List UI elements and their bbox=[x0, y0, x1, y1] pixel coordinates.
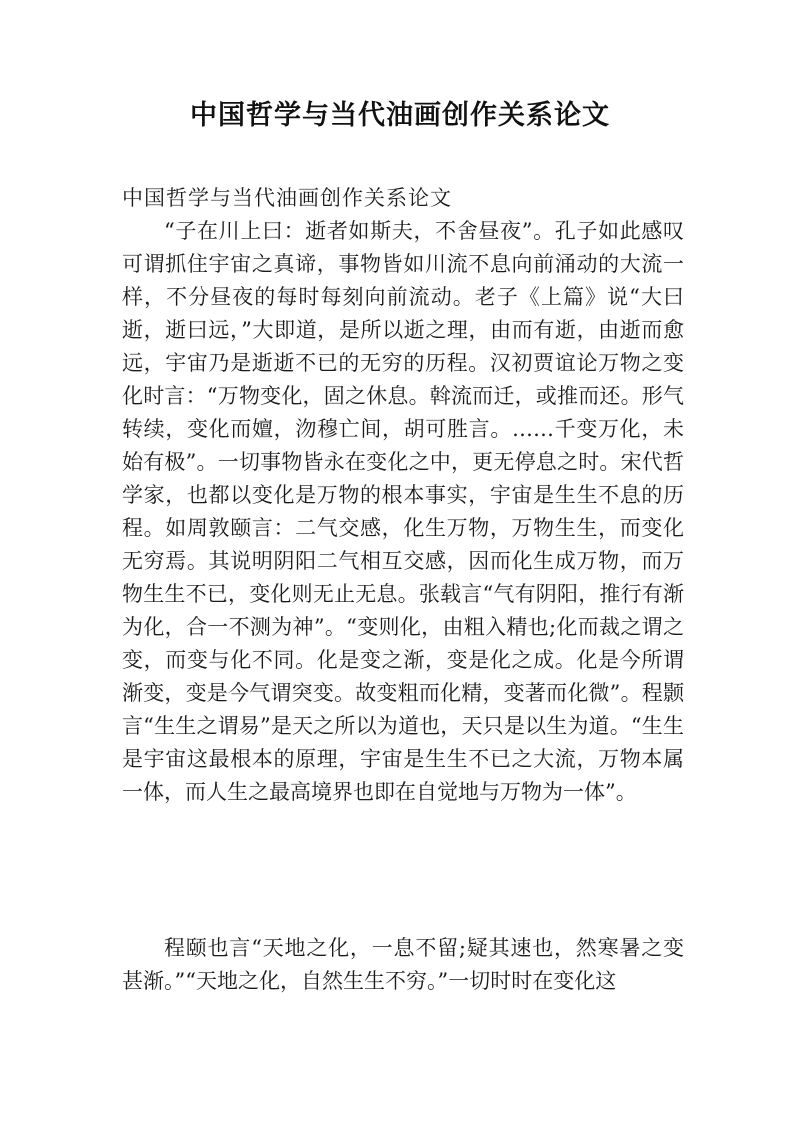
body-paragraph: 程颐也言“天地之化，一息不留;疑其速也，然寒暑之变甚渐。”“天地之化，自然生生不穷。”一切时时在变化这 bbox=[122, 936, 684, 993]
body-paragraph: “子在川上曰：逝者如斯夫，不舍昼夜”。孔子如此感叹可谓抓住宇宙之真谛，事物皆如川流不息向前涌动的大流一样，不分昼夜的每时每刻向前流动。老子《上篇》说“大曰逝，逝曰远，”大即道，是所以逝之理，由而有逝，由逝而愈远，宇宙乃是逝逝不已的无穷的历程。汉初贾谊论万物之变化时言：“万物变化，固之休息。斡流而迁，或推而还。形气转续，变化而嬗，沕穆亡间，胡可胜言。……千变万化，未始有极”。一切事物皆永在变化之中，更无停息之时。宋代哲学家，也都以变化是万物的根本事实，宇宙是生生不息的历程。如周敦颐言：二气交感，化生万物，万物生生，而变化无穷焉。其说明阴阳二气相互交感，因而化生成万物，而万物生生不已，变化则无止无息。张载言“气有阴阳，推行有渐为化，合一不测为神”。“变则化，由粗入精也;化而裁之谓之变，而变与化不同。化是变之渐，变是化之成。化是今所谓渐变，变是今气谓突变。故变粗而化精，变著而化微”。程颢言“生生之谓易”是天之所以为道也，天只是以生为道。“生生是宇宙这最根本的原理，宇宙是生生不已之大流，万物本属一体，而人生之最高境界也即在自觉地与万物为一体”。 bbox=[122, 219, 684, 804]
document-title: 中国哲学与当代油画创作关系论文 bbox=[190, 100, 610, 131]
document-subtitle: 中国哲学与当代油画创作关系论文 bbox=[122, 186, 452, 210]
